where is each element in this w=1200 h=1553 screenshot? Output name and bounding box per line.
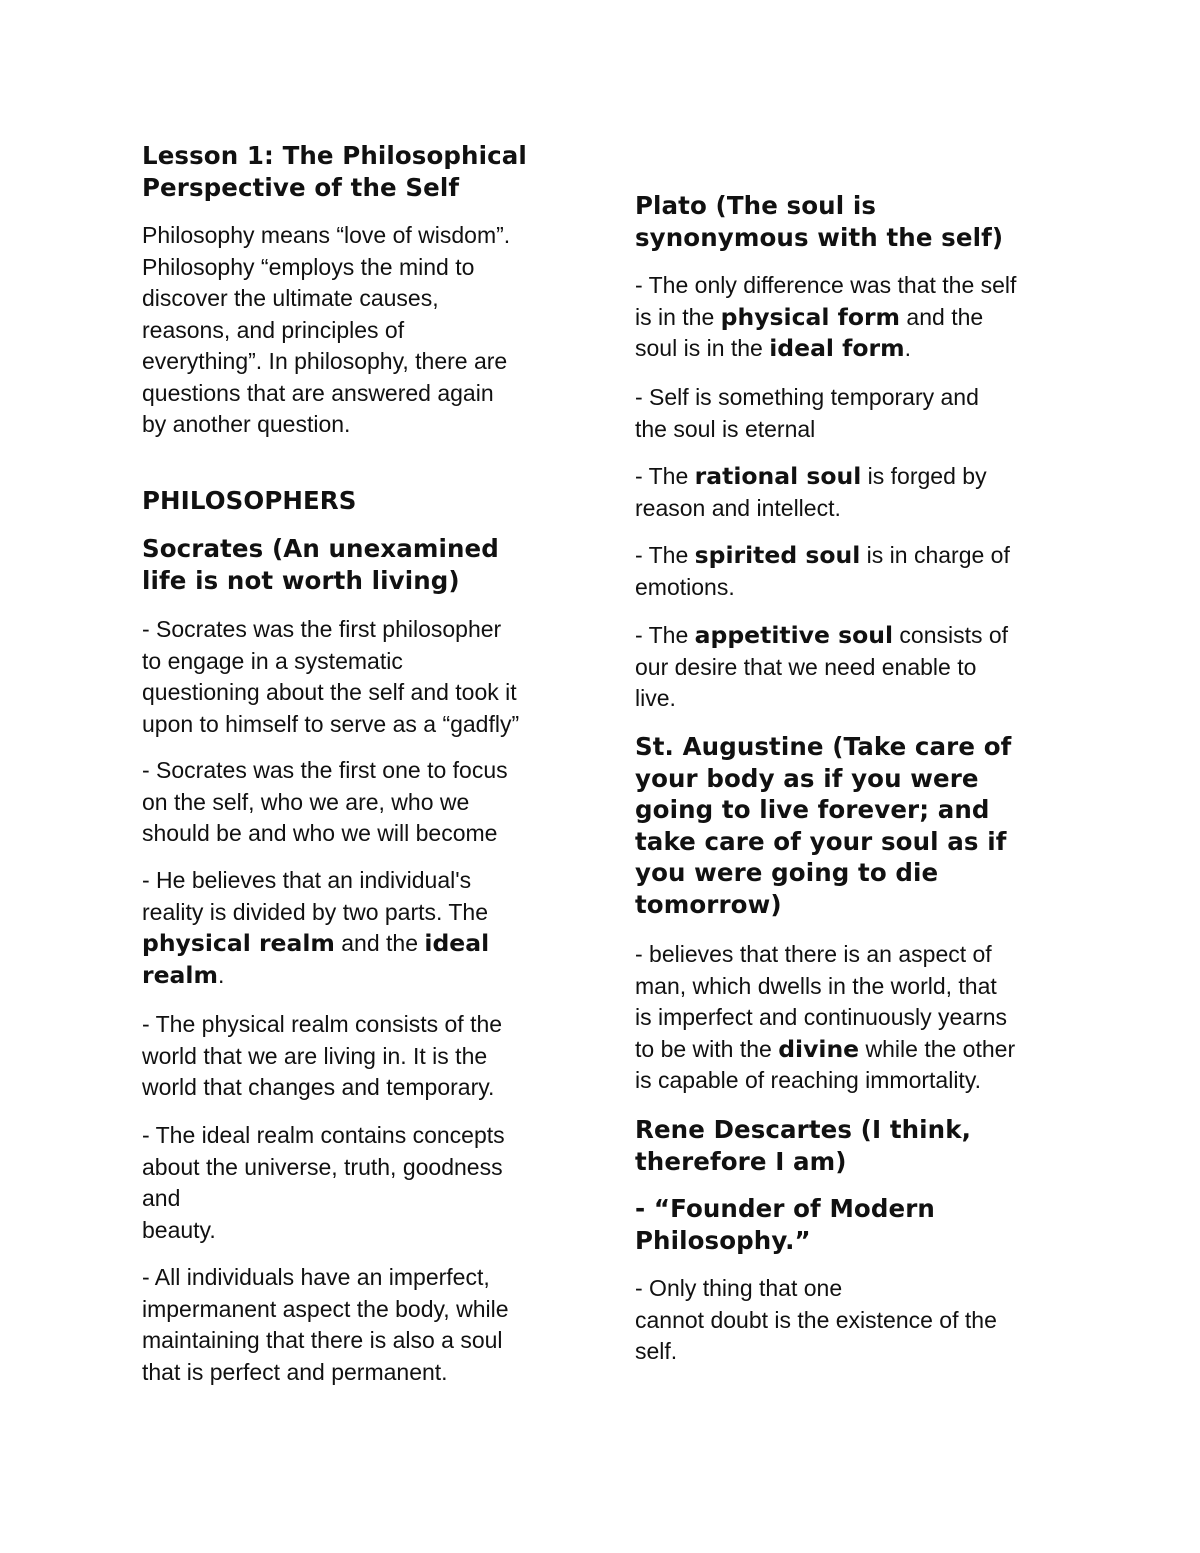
socrates-paragraph-4: - The physical realm consists of the world that we are living in. It is the world that changes and temporary. — [142, 1011, 503, 1100]
divine-term: divine — [778, 1034, 860, 1063]
physical-realm-term: physical realm — [142, 929, 335, 957]
ideal-form-term: ideal form — [769, 334, 905, 362]
descartes-paragraph: - Only thing that one cannot doubt is the existence of the self. — [635, 1275, 997, 1364]
appetitive-soul-term: appetitive soul — [694, 621, 894, 649]
socrates-paragraph-2: - Socrates was the first one to focus on the self, who we are, who we should be and who we will become — [142, 757, 508, 846]
augustine-paragraph: - believes that there is an aspect of man, which dwells in the world, that is imperfect and continuously yearns to be with the divine while the other is capable of reaching immortality. — [635, 941, 1016, 1093]
augustine-heading: St. Augustine (Take care of your body as if you were going to live forever; and take care of your soul as if you were going to die tomorrow) — [635, 732, 1012, 919]
descartes-heading: Rene Descartes (I think, therefore I am) — [635, 1115, 972, 1176]
physical-form-term: physical form — [720, 302, 901, 331]
plato-paragraph-5: - The appetitive soul consists of our desire that we need enable to live. — [635, 621, 1009, 711]
intro-paragraph: Philosophy means “love of wisdom”. Philosophy “employs the mind to discover the ultimate causes, reasons, and principles of everything”. In philosophy, there are questions that are answered again by another question. — [142, 222, 511, 437]
socrates-heading: Socrates (An unexamined life is not worth living) — [142, 534, 499, 595]
ideal-realm-term: ideal — [424, 929, 490, 957]
plato-paragraph-3: - The rational soul is forged by reason and intellect. — [635, 462, 987, 521]
socrates-paragraph-5: - The ideal realm contains concepts about the universe, truth, goodness and beauty. — [142, 1122, 505, 1243]
rational-soul-term: rational soul — [694, 462, 862, 490]
plato-paragraph-1: - The only difference was that the self is in the physical form and the soul is in the ideal form. — [635, 272, 1017, 362]
spirited-soul-term: spirited soul — [694, 541, 861, 569]
plato-heading: Plato (The soul is synonymous with the self) — [635, 191, 1004, 252]
lesson-title: Lesson 1: The Philosophical Perspective of the Self — [142, 141, 527, 202]
socrates-paragraph-6: - All individuals have an imperfect, impermanent aspect the body, while maintaining that there is also a soul that is perfect and permanent. — [142, 1264, 509, 1385]
socrates-paragraph-3: - He believes that an individual's reality is divided by two parts. The physical realm and the ideal realm. — [142, 867, 490, 989]
plato-paragraph-2: - Self is something temporary and the soul is eternal — [635, 384, 979, 442]
descartes-founder-line: - “Founder of Modern Philosophy.” — [635, 1194, 935, 1255]
philosophers-heading: PHILOSOPHERS — [142, 486, 357, 515]
socrates-paragraph-1: - Socrates was the first philosopher to engage in a systematic questioning about the self and took it upon to himself to serve as a “gadfly” — [142, 616, 520, 737]
plato-paragraph-4: - The spirited soul is in charge of emotions. — [635, 541, 1010, 600]
